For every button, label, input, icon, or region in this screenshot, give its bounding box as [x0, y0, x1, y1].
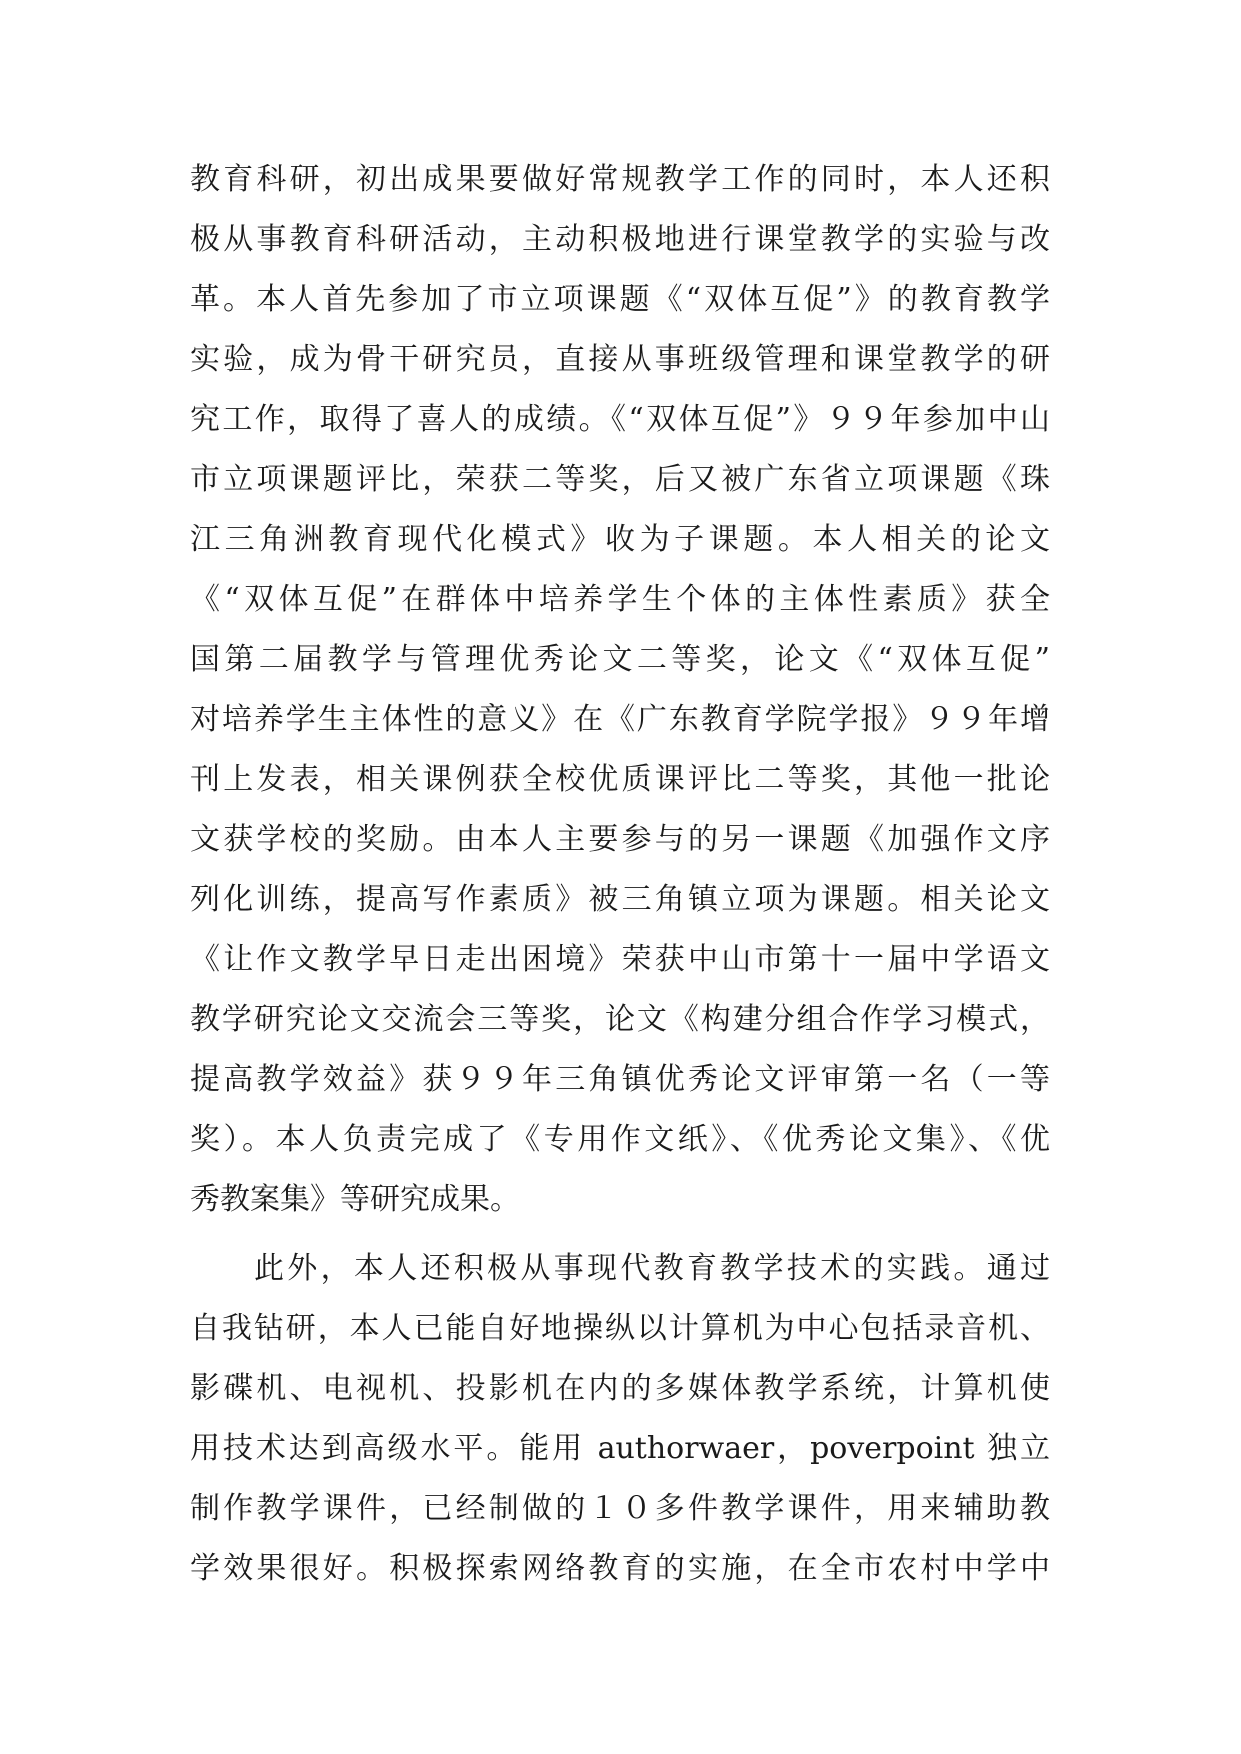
text-line: 文获学校的奖励。由本人主要参与的另一课题《加强作文序	[190, 822, 1050, 857]
text-line: 影碟机、电视机、投影机在内的多媒体教学系统，计算机使	[190, 1371, 1050, 1406]
text-line: 极从事教育科研活动，主动积极地进行课堂教学的实验与改	[190, 222, 1050, 257]
text-line: 国第二届教学与管理优秀论文二等奖，论文《“双体互促”	[190, 642, 1050, 677]
paragraph-gap	[190, 1230, 1050, 1239]
text-line: 奖）。本人负责完成了《专用作文纸》、《优秀论文集》、《优	[190, 1122, 1050, 1157]
text-line: 实验，成为骨干研究员，直接从事班级管理和课堂教学的研	[190, 342, 1050, 377]
text-line: 列化训练，提高写作素质》被三角镇立项为课题。相关论文	[190, 882, 1050, 917]
text-line: 此外，本人还积极从事现代教育教学技术的实践。通过	[254, 1251, 1050, 1286]
text-line: 教学研究论文交流会三等奖，论文《构建分组合作学习模式，	[190, 1002, 1050, 1037]
paragraph-research	[190, 150, 1050, 1230]
text-line: 《“双体互促”在群体中培养学生个体的主体性素质》获全	[190, 582, 1050, 617]
text-line: 自我钻研，本人已能自好地操纵以计算机为中心包括录音机、	[190, 1311, 1050, 1346]
paragraph-technology	[190, 1239, 1050, 1599]
text-line: 《让作文教学早日走出困境》荣获中山市第十一届中学语文	[190, 942, 1050, 977]
text-line: 教育科研，初出成果要做好常规教学工作的同时，本人还积	[190, 162, 1050, 197]
text-line: 秀教案集》等研究成果。	[190, 1182, 520, 1217]
text-line: 制作教学课件，已经制做的１０多件教学课件，用来辅助教	[190, 1491, 1050, 1526]
body-text	[190, 150, 1050, 1599]
text-line: 市立项课题评比，荣获二等奖，后又被广东省立项课题《珠	[190, 462, 1050, 497]
text-line: 刊上发表，相关课例获全校优质课评比二等奖，其他一批论	[190, 762, 1050, 797]
text-line: 江三角洲教育现代化模式》收为子课题。本人相关的论文	[190, 522, 1050, 557]
text-line: 对培养学生主体性的意义》在《广东教育学院学报》９９年增	[190, 702, 1050, 737]
text-line: 究工作，取得了喜人的成绩。《“双体互促”》９９年参加中山	[190, 402, 1050, 437]
text-line: 革。本人首先参加了市立项课题《“双体互促”》的教育教学	[190, 282, 1050, 317]
text-line: 提高教学效益》获９９年三角镇优秀论文评审第一名（一等	[190, 1062, 1050, 1097]
text-line: 学效果很好。积极探索网络教育的实施，在全市农村中学中	[190, 1551, 1050, 1586]
text-line: 用技术达到高级水平。能用 authorwaer，poverpoint 独立	[190, 1431, 1050, 1466]
